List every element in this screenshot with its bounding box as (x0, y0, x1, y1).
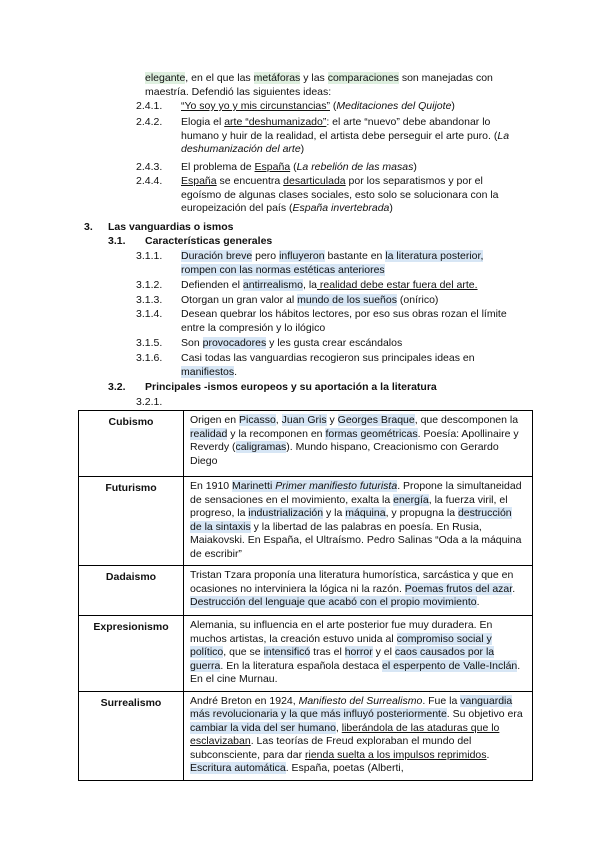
hl-escritura-automatica: Escritura automática (190, 762, 286, 774)
list-item (181, 337, 521, 351)
cell-text: y el (372, 646, 395, 658)
table-row (79, 616, 533, 692)
cell-text: tras el (310, 646, 345, 658)
hl-braque: Georges Braque (337, 414, 415, 426)
row-text-dadaismo (184, 566, 533, 616)
cell-text: , que se (223, 646, 264, 658)
hl-caligramas: caligramas (235, 441, 287, 453)
cell-text: En 1910 (190, 480, 233, 492)
subsection-number: 3.1. (108, 235, 126, 247)
section-title: Las vanguardias o ismos (108, 221, 234, 233)
item-text: Casi todas las vanguardias recogieron sus principales ideas en (181, 352, 475, 364)
row-text-surrealismo (184, 691, 533, 780)
hl-esperpento: el esperpento de Valle-Inclán (382, 659, 518, 672)
cell-text: y la recomponen en (227, 427, 326, 440)
list-item (181, 294, 521, 308)
item-number: 3.1.5. (136, 337, 163, 349)
row-text-expresionismo (184, 616, 533, 692)
cell-text: y la (323, 507, 346, 519)
cell-text: . Su objetivo era (446, 708, 523, 720)
item-text: ) (389, 202, 393, 214)
hl-sintaxis: destrucción de la sintaxis (190, 507, 512, 533)
table-row (79, 411, 533, 477)
cell-text: , la fuerza viril, el progreso, la (190, 493, 508, 519)
list-item (181, 250, 521, 277)
item-number: 3.1.1. (136, 250, 163, 262)
hl-industrializacion: industrialización (248, 507, 324, 519)
hl-energia: energía (393, 493, 429, 506)
cell-text: y (326, 414, 338, 426)
cell-text: . España, poetas (Alberti, (285, 762, 404, 774)
hl-picasso: Picasso (239, 414, 276, 426)
cell-text: . (486, 748, 490, 761)
cell-text: . En la literatura española destaca (220, 659, 383, 672)
cell-text: . (476, 596, 480, 608)
hl-horror: horror (344, 646, 373, 658)
cell-text: . En el cine Murnau. (190, 659, 521, 685)
table-row (79, 566, 533, 616)
hl-duracion: Duración breve (181, 250, 253, 262)
intro-line-2: maestría. Defendió las siguientes ideas: (145, 85, 332, 98)
cell-text: Tristan Tzara proponía una literatura humorística, sarcástica y que en ocasiones no interviniera la lógica ni la razón. (190, 569, 514, 595)
row-text-cubismo (184, 411, 533, 477)
vanguardias-table (78, 410, 533, 781)
row-header-dadaismo: Dadaismo (79, 566, 184, 616)
hl-influyeron: influyeron (279, 250, 325, 262)
hl-destruccion-lenguaje: Destrucción del lenguaje que acabó con el propio movimiento (190, 596, 477, 608)
manifiesto-surrealismo: Manifiesto del Surrealismo (298, 694, 423, 707)
hl-poemas-azar: Poemas frutos del azar (404, 582, 513, 595)
hl-provocadores: provocadores (202, 337, 267, 349)
row-header-cubismo: Cubismo (79, 411, 184, 477)
item-number: 3.1.2. (136, 279, 163, 291)
item-text: : el arte “nuevo” debe abandonar lo humano y huir de la realidad, el artista debe perseguir el arte puro. ( (181, 116, 498, 142)
hl-elegante: elegante (145, 72, 186, 84)
item-text: se encuentra (216, 175, 284, 187)
row-header-futurismo: Futurismo (79, 477, 184, 566)
intro-paragraph (145, 72, 525, 99)
hl-juan-gris: Juan Gris (281, 414, 327, 426)
item-number: 3.1.3. (136, 294, 163, 306)
espana-link: España (254, 161, 291, 173)
intro-text: y las (300, 72, 328, 84)
cell-text: , y propugna la (385, 507, 458, 519)
item-text: El problema de (181, 161, 255, 173)
cell-text: Alemania, su influencia en el arte posterior fue muy duradera. En muchos artistas, la creación estuvo unida al (190, 619, 493, 645)
item-text: . (234, 365, 238, 378)
item-text: y les gusta crear escándalos (266, 337, 403, 349)
cell-text: . Fue la (422, 694, 461, 707)
intro-line-1 (145, 72, 525, 86)
item-number: 2.4.1. (136, 100, 163, 112)
item-text: Otorgan un gran valor al (181, 294, 298, 306)
item-number: 2.4.4. (136, 175, 163, 187)
item-text: ) (300, 143, 305, 155)
item-number: 3.1.6. (136, 352, 163, 364)
espana-link: España (181, 175, 217, 187)
list-item (181, 279, 521, 293)
item-number: 2.4.3. (136, 161, 163, 173)
item-number: 3.2.1. (136, 396, 163, 408)
subsection-title: Principales -ismos europeos y su aportación a la literatura (145, 381, 437, 393)
hl-caos: caos causados por la guerra (190, 646, 495, 672)
item-text: ) (451, 100, 455, 112)
hl-suenos: mundo de los sueños (297, 294, 397, 306)
realidad-fuera: realidad debe estar fuera del arte. (317, 279, 478, 291)
cell-text: , que descomponen la (414, 414, 519, 426)
row-text-futurismo (184, 477, 533, 566)
cell-text: André Breton en 1924, (190, 694, 299, 707)
cell-text: y la libertad de las palabras en poesía. En Rusia, Maiakovski. En España, el Ultraísmo. Pedro Salinas “Oda a la máquina de escribir” (190, 520, 522, 560)
subsection-number: 3.2. (108, 381, 126, 393)
hl-vanguardia-revolucionaria: vanguardia más revolucionaria y la que más influyó posteriormente (190, 694, 513, 720)
cell-text: . Las teorías de Freud exploraban el mundo del subconsciente, para dar (190, 735, 472, 761)
row-header-surrealismo: Surrealismo (79, 691, 184, 780)
hl-cambiar-vida: cambiar la vida del ser humano (190, 721, 336, 734)
hl-literatura: la literatura posterior, rompen con las normas estéticas anteriores (181, 250, 484, 276)
hl-antirrealismo: antirrealismo (242, 279, 303, 291)
item-text: Son (181, 337, 203, 349)
hl-marinetti: Marinetti (232, 480, 276, 492)
hl-manifiestos: manifiestos (181, 365, 235, 378)
list-item (181, 352, 521, 379)
hl-comparaciones: comparaciones (327, 72, 399, 84)
table-row (79, 477, 533, 566)
list-item (181, 161, 521, 175)
list-item (181, 175, 521, 216)
row-header-expresionismo: Expresionismo (79, 616, 184, 692)
item-text: Defienden el (181, 279, 243, 291)
cell-text: . (512, 582, 516, 595)
item-text: por los separatismos y por el egoísmo de algunas clases sociales, esto solo se solucionara con la europeización del país ( (181, 175, 499, 214)
item-text: , la (303, 279, 318, 291)
cell-text: , (335, 721, 342, 734)
item-text: ( (330, 100, 337, 112)
cell-text: Origen en (190, 414, 240, 426)
arte-deshumanizado: arte “deshumanizado” (224, 116, 327, 128)
item-number: 2.4.2. (136, 116, 163, 128)
list-item: Desean quebrar los hábitos lectores, por eso sus obras rozan el límite entre la compresión y lo ilógico (181, 308, 507, 334)
item-text: ) (413, 161, 417, 173)
book-title: La deshumanización del arte (181, 129, 510, 155)
item-text: bastante en (324, 250, 386, 262)
item-text: pero (252, 250, 280, 262)
quote-text: “Yo soy yo y mis circunstancias” (181, 100, 330, 112)
item-text: Elogia el (181, 116, 225, 128)
desarticulada: desarticulada (283, 175, 346, 187)
item-number: 3.1.4. (136, 308, 163, 320)
cell-text: . Propone la simultaneidad de sensaciones en el movimiento, exalta la (190, 480, 522, 506)
list-item (181, 116, 521, 157)
hl-intensifico: intensificó (263, 646, 311, 658)
section-number: 3. (84, 221, 93, 233)
table-row (79, 691, 533, 780)
hl-realidad: realidad (190, 427, 228, 440)
hl-manifiesto-futurista: Primer manifiesto futurista (275, 480, 398, 492)
liberandola: liberándola de las ataduras que lo esclavizaban (190, 721, 500, 747)
subsection-title: Características generales (145, 235, 273, 247)
intro-text: , en el que las (185, 72, 254, 84)
item-text: (onírico) (396, 294, 439, 306)
intro-text: son manejadas con (398, 72, 493, 84)
hl-metaforas: metáforas (253, 72, 301, 84)
rienda-suelta: rienda suelta a los impulsos reprimidos (305, 748, 487, 761)
cell-text: ). Mundo hispano, Creacionismo con Gerardo Diego (190, 441, 499, 467)
book-title: España invertebrada (292, 202, 390, 214)
book-title: La rebelión de las masas (296, 161, 414, 173)
item-text: ( (290, 161, 297, 173)
list-item (181, 100, 521, 114)
hl-formas: formas geométricas (325, 427, 418, 440)
hl-compromiso: compromiso social y político (190, 632, 492, 658)
cell-text: . Poesía: Apollinaire y Reverdy ( (190, 427, 519, 453)
book-title: Meditaciones del Quijote (336, 100, 452, 112)
hl-maquina: máquina (345, 507, 386, 519)
cell-text: , (275, 414, 282, 426)
